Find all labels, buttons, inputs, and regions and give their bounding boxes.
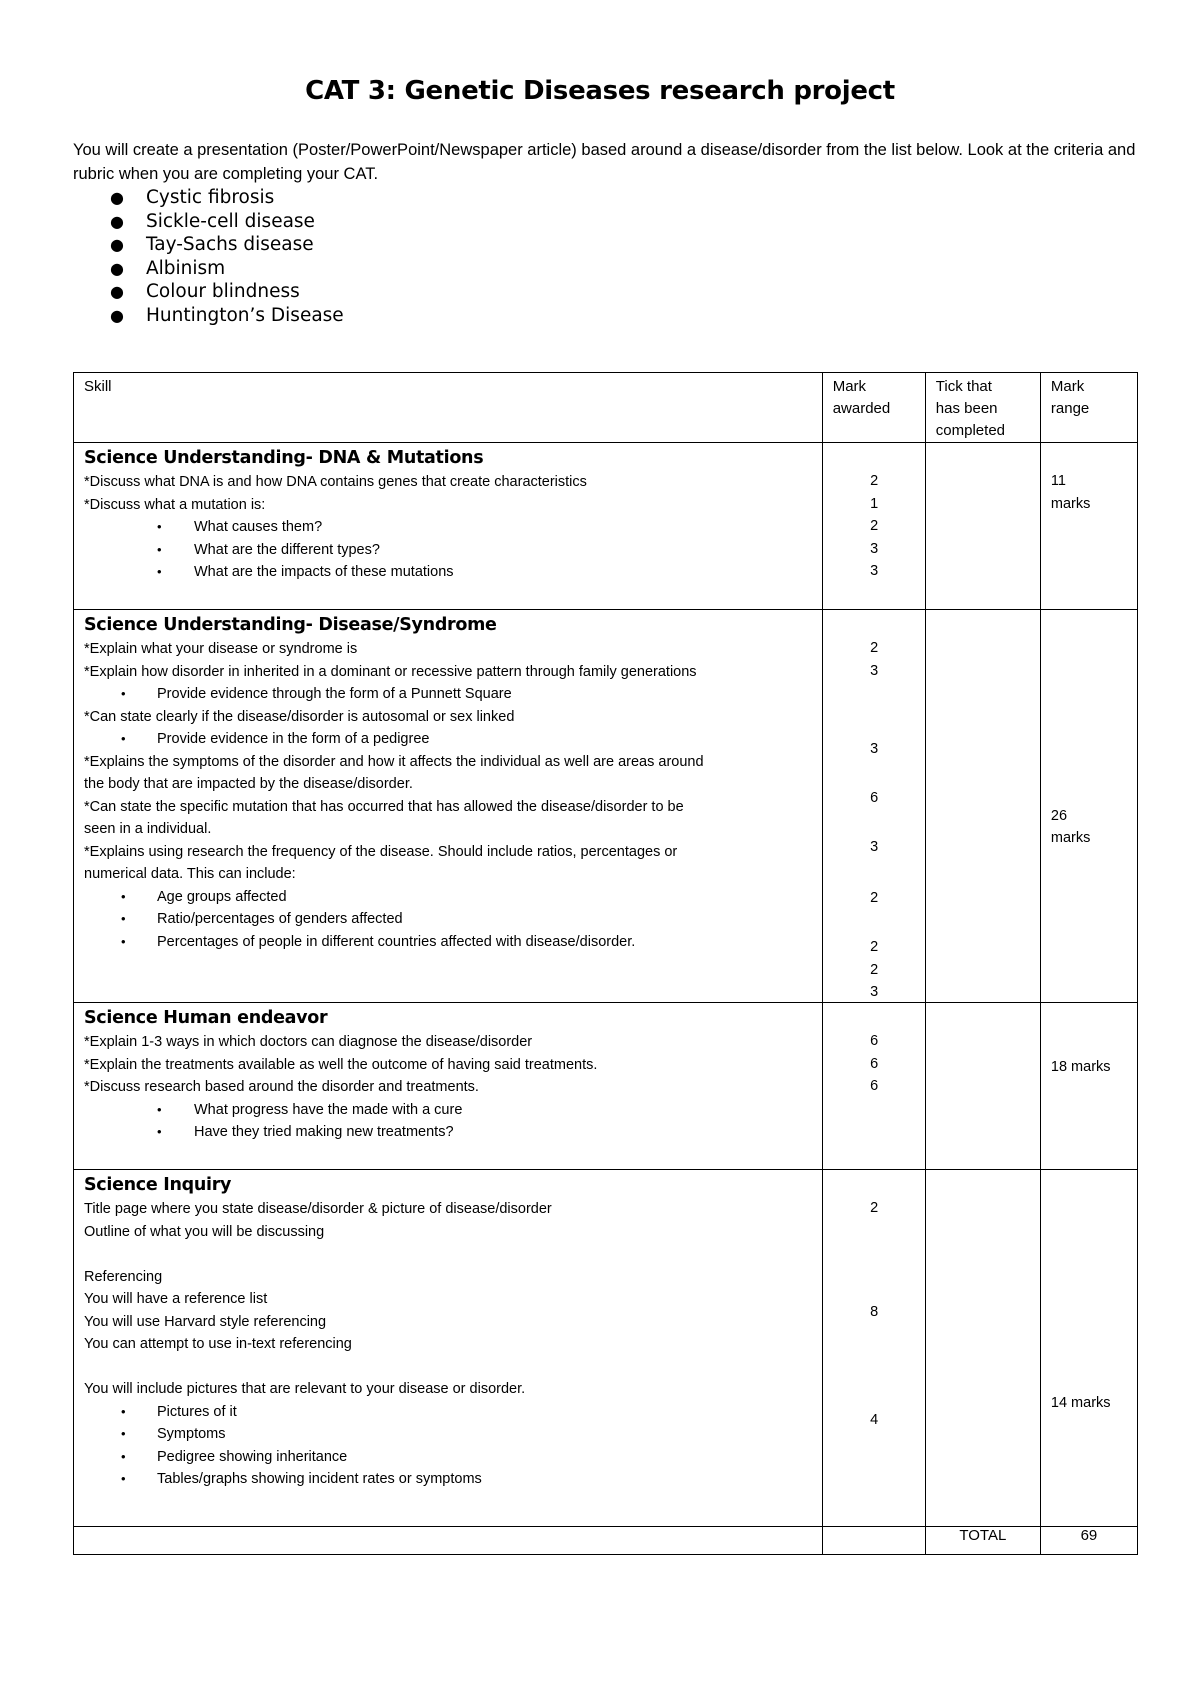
bullet-icon: ● [110,282,124,301]
table-row [74,610,1138,1003]
document-title: CAT 3: Genetic Diseases research project [305,76,895,106]
marks-cell: 2 3 3 6 3 2 2 2 3 [822,610,925,1003]
intro-paragraph: You will create a presentation (Poster/PowerPoint/Newspaper article) based around a disease/disorder from the list below. Look at the criteria and rubric when you are completing your CAT. [73,141,1136,183]
list-item: ● Sickle-cell disease [110,210,315,232]
section-title: Science Understanding- Disease/Syndrome [84,615,497,635]
table-row [74,443,1138,610]
skill-cell: Science Inquiry Title page where you state disease/disorder & picture of disease/disorder Outline of what you will be discussing Referencing You will have a reference list You will use Harvard style referencing You can attempt to use in-text referencing You will include pictures that are relevant to your disease or disorder. • Pictures of it • Symptoms • Pedigree showing inheritance • Tables/graphs showing incident rates or symptoms [74,1170,823,1527]
bullet-icon: ● [110,211,124,231]
tick-cell[interactable] [925,1003,1040,1170]
section-title: Science Inquiry [84,1175,232,1195]
rubric-table [73,372,1138,1555]
tick-cell[interactable] [925,610,1040,1003]
total-row [74,1527,1138,1555]
bullet-icon: ● [110,258,124,278]
range-cell: 26 marks [1040,610,1137,1003]
list-item: ● Huntington’s Disease [110,304,344,326]
total-value: 69 [1040,1527,1137,1555]
list-item: ● Cystic fibrosis [110,187,275,208]
header-skill: Skill [74,373,823,443]
range-cell: 11 marks [1040,443,1137,610]
table-row [74,1170,1138,1527]
table-header-row [74,373,1138,443]
skill-cell: Science Human endeavor *Explain 1-3 ways in which doctors can diagnose the disease/disorder *Explain the treatments available as well the outcome of having said treatments. *Discuss research based around the disorder and treatments. • What progress have the made with a cure • Have they tried making new treatments? [74,1003,823,1170]
marks-cell: 2 1 2 3 3 [822,443,925,610]
list-item: ● Colour blindness [110,281,300,302]
disease-list [73,186,344,327]
range-cell: 18 marks [1040,1003,1137,1170]
header-mark-range: Mark range [1040,373,1137,443]
tick-cell[interactable] [925,443,1040,610]
bullet-icon: ● [110,188,124,207]
marks-cell: 6 6 6 [822,1003,925,1170]
header-mark-awarded: Mark awarded [822,373,925,443]
bullet-icon: ● [110,235,124,254]
total-label: TOTAL [925,1527,1040,1555]
section-title: Science Human endeavor [84,1008,328,1028]
list-item: ● Albinism [110,257,226,279]
skill-cell: Science Understanding- Disease/Syndrome *Explain what your disease or syndrome is *Explain how disorder in inherited in a dominant or recessive pattern through family generations • Provide evidence through the form of a Punnett Square *Can state clearly if the disease/disorder is autosomal or sex linked • Provide evidence in the form of a pedigree *Explains the symptoms of the disorder and how it affects the individual as well are areas around the body that are impacted by the disease/disorder. *Can state the specific mutation that has occurred that has allowed the disease/disorder to be seen in a individual. *Explains using research the frequency of the disease. Should include ratios, percentages or numerical data. This can include: • Age groups affected • Ratio/percentages of genders affected • Percentages of people in different countries affected with disease/disorder. [74,610,823,1003]
bullet-icon: ● [110,305,124,325]
section-title: Science Understanding- DNA & Mutations [84,448,484,468]
skill-cell: Science Understanding- DNA & Mutations *Discuss what DNA is and how DNA contains genes that create characteristics *Discuss what a mutation is: • What causes them? • What are the different types? • What are the impacts of these mutations [74,443,823,610]
tick-cell[interactable] [925,1170,1040,1527]
marks-cell: 2 8 4 [822,1170,925,1527]
list-item: ● Tay-Sachs disease [110,234,314,255]
table-row [74,1003,1138,1170]
header-tick: Tick that has been completed [925,373,1040,443]
range-cell: 14 marks [1040,1170,1137,1527]
